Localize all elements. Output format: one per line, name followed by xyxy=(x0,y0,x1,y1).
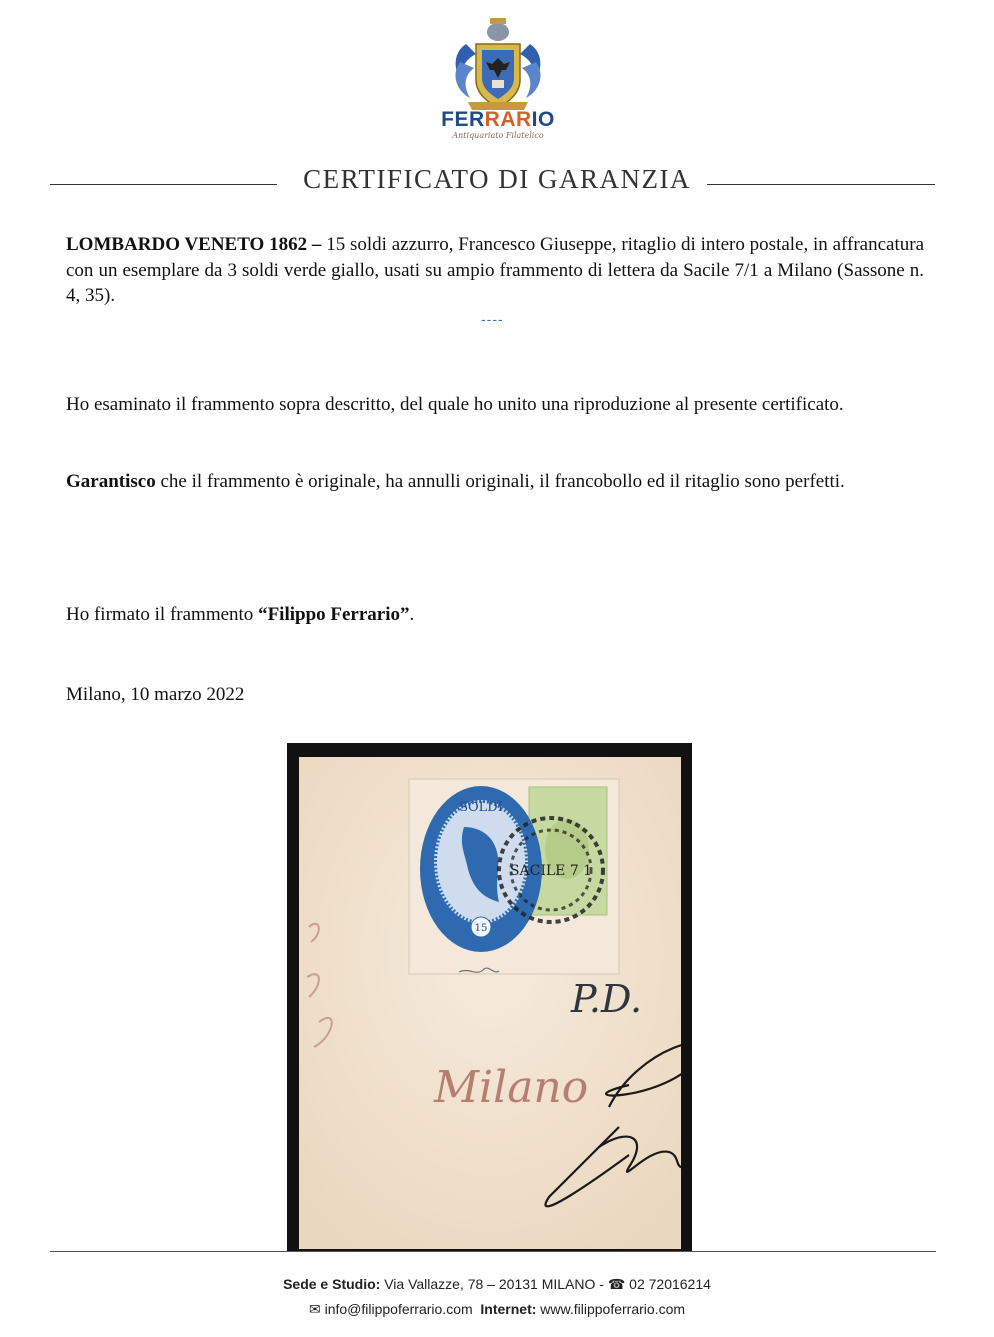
phone-icon: ☎ xyxy=(607,1276,626,1292)
footer-address: Sede e Studio: Via Vallazze, 78 – 20131 MILANO - ☎ 02 72016214 xyxy=(283,1276,711,1292)
separator: ---- xyxy=(481,311,504,327)
stamp-photo xyxy=(299,757,681,1249)
stamp-fragment-image xyxy=(299,757,681,1249)
signer-name: “Filippo Ferrario” xyxy=(258,604,410,625)
examination-statement: Ho esaminato il frammento sopra descritto, del quale ho unito una riproduzione al presente certificato. xyxy=(66,394,844,415)
website-link[interactable]: www.filippoferrario.com xyxy=(536,1301,686,1317)
email-icon: ✉ xyxy=(308,1301,321,1317)
svg-text:15: 15 xyxy=(474,923,488,934)
pd-marking: P.D. xyxy=(571,977,643,1021)
svg-text:SACILE 7 1: SACILE 7 1 xyxy=(509,863,593,879)
guarantee-statement xyxy=(66,469,924,495)
item-description-text: 15 soldi azzurro, Francesco Giuseppe, ritaglio di intero postale, in affrancatura con un esemplare da 3 soldi verde giallo, usati su ampio frammento di lettera da Sacile 7/1 a Milano (Sassone n. 4, 35). xyxy=(66,234,925,306)
item-description: LOMBARDO VENETO 1862 – 15 soldi azzurro, Francesco Giuseppe, ritaglio di intero postale, in affrancatura con un esemplare da 3 soldi verde giallo, usati su ampio frammento di lettera da Sacile 7/1 a Milano (Sassone n. 4, 35). xyxy=(66,234,925,306)
place-date: Milano, 10 marzo 2022 xyxy=(66,684,245,705)
brand-name: FERRARIO xyxy=(441,108,555,131)
handwriting-milano: Milano xyxy=(434,1062,589,1113)
guarantee-text: che il frammento è originale, ha annulli originali, il francobollo ed il ritaglio sono perfetti. xyxy=(155,471,845,492)
footer-rule xyxy=(50,1251,936,1252)
item-description-lead: LOMBARDO VENETO 1862 xyxy=(66,234,308,255)
email-link[interactable]: info@filippoferrario.com xyxy=(324,1301,473,1317)
title-rule-left xyxy=(50,184,277,185)
svg-text:SOLDI: SOLDI xyxy=(459,800,503,815)
signed-statement: Ho firmato il frammento “Filippo Ferrario”. xyxy=(66,604,415,625)
crest-logo xyxy=(446,14,550,112)
brand-tagline: Antiquariato Filatelico xyxy=(452,131,544,140)
title-rule-right xyxy=(707,184,935,185)
guarantee-lead: Garantisco xyxy=(66,471,156,492)
document-title: CERTIFICATO DI GARANZIA xyxy=(303,164,691,194)
footer-contacts: ✉ info@filippoferrario.com Internet: www.filippoferrario.com xyxy=(308,1301,686,1317)
